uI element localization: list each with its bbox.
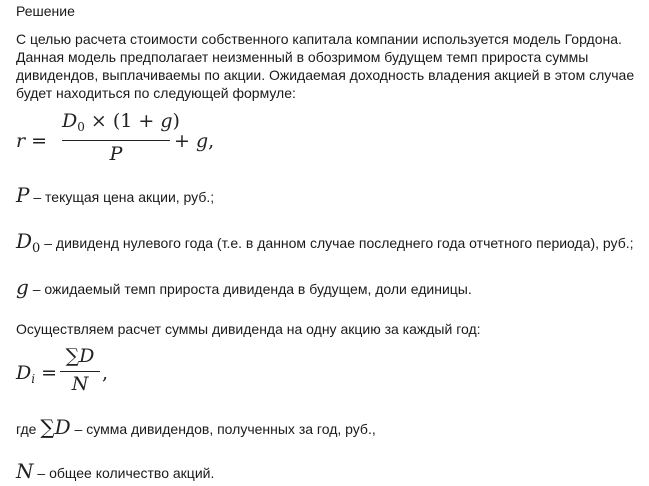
definition-d0 <box>16 230 634 254</box>
di-comma: , <box>102 362 109 384</box>
symbol-sum-d: D <box>54 415 71 439</box>
calc-intro <box>16 320 644 338</box>
di-denominator: N <box>71 373 89 395</box>
heading-solution: Решение <box>16 3 75 19</box>
calc-intro-text: Осуществляем расчет суммы дивиденда на одну акцию за каждый год: <box>16 321 481 337</box>
di-sub: i <box>31 372 36 386</box>
definition-g <box>16 276 472 300</box>
di-d: D <box>16 362 32 384</box>
di-fraction-bar <box>60 371 100 372</box>
symbol-d-sub: 0 <box>32 241 41 256</box>
where-prefix: где <box>16 421 41 437</box>
symbol-p: P <box>16 183 30 207</box>
formula-numerator <box>62 110 180 134</box>
symbol-n: N <box>16 459 34 483</box>
intro-line: дивидендов, выплачиваемы по акции. Ожидаемая доходность владения акцией в этом случае <box>16 67 635 83</box>
intro-line: Данная модель предполагает неизменный в обозримом будущем темп прироста суммы <box>16 49 589 65</box>
intro-line: будет находиться по следующей формуле: <box>16 85 296 101</box>
definition-g-text: – ожидаемый темп прироста дивиденда в будущем, доли единицы. <box>28 281 472 297</box>
where-line <box>16 416 376 440</box>
definition-p-text: – текущая цена акции, руб.; <box>29 189 215 205</box>
di-num-d: D <box>79 345 95 367</box>
symbol-d: D <box>16 229 33 253</box>
di-numerator <box>60 345 100 368</box>
di-lhs <box>16 362 57 385</box>
where-text: – сумма дивидендов, полученных за год, руб., <box>70 421 376 437</box>
intro-line: С целью расчета стоимости собственного капитала компании используется модель Гордона. <box>16 31 622 47</box>
formula-lhs: r = <box>16 130 48 152</box>
di-eq: = <box>35 362 58 384</box>
formula-denominator: P <box>109 143 123 165</box>
definition-d0-text: – дивиденд нулевого года (т.е. в данном случае последнего года отчетного периода), руб.; <box>40 235 634 251</box>
sum-icon: ∑ <box>65 345 80 367</box>
definition-p <box>16 184 214 208</box>
sum-icon: ∑ <box>40 415 55 439</box>
numerator-rest: × (1 + <box>84 110 161 132</box>
numerator-g: g <box>160 110 173 132</box>
numerator-d: D <box>62 110 78 132</box>
definition-n-text: – общее количество акций. <box>33 465 215 481</box>
rhs-plus: + <box>174 130 196 152</box>
formula-rhs <box>174 130 214 153</box>
intro-paragraph <box>16 30 644 102</box>
definition-n <box>16 460 214 484</box>
rhs-g: g <box>195 130 209 152</box>
numerator-d-sub: 0 <box>77 120 85 134</box>
fraction-bar <box>62 140 170 141</box>
symbol-g: g <box>16 275 29 299</box>
rhs-comma: , <box>208 130 215 152</box>
numerator-close: ) <box>172 110 180 132</box>
